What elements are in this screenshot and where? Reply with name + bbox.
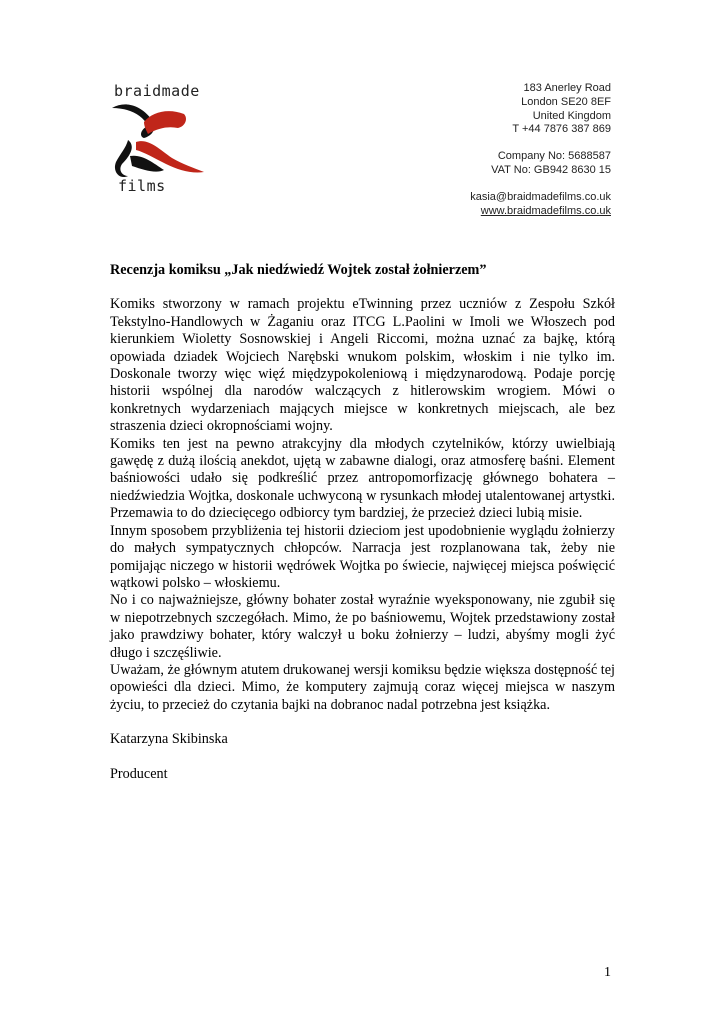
address-line: London SE20 8EF [521,95,611,108]
letter-title: Recenzja komiksu „Jak niedźwiedź Wojtek został żołnierzem” [110,262,487,278]
paragraph: Innym sposobem przybliżenia tej historii dzieciom jest upodobnienie wyglądu żołnierzy do małych sympatycznych chłopców. Narracja jest rozplanowana tak, żeby nie pomijając niczego w historii wędrówek Wojtka po świecie, najwięcej miejsca poświęcić wątkowi polsko – włoskiemu. [110,522,615,591]
page-number: 1 [604,965,611,980]
company-address-block [470,82,611,218]
paragraph: Uważam, że głównym atutem drukowanej wersji komiksu będzie większa dostępność tej opowieści dla dzieci. Mimo, że komputery zajmują coraz więcej miejsca w naszym życiu, to przecież do czytania bajki na dobranoc nadal potrzebna jest książka. [110,661,615,713]
paragraph: No i co najważniejsze, główny bohater został wyraźnie wyeksponowany, nie zgubił się w niepotrzebnych szczegółach. Mimo, że po baśniowemu, Wojtek przedstawiony został jako prawdziwy bohater, który walczył u boku żołnierzy – ludzi, abyśmy mogli żyć długo i szczęśliwie. [110,592,615,661]
company-number: Company No: 5688587 [497,150,611,163]
vat-number: VAT No: GB942 8630 15 [491,163,611,176]
address-line: 183 Anerley Road [523,82,611,94]
signature-name: Katarzyna Skibinska [110,731,228,748]
paragraph: Komiks ten jest na pewno atrakcyjny dla młodych czytelników, którzy uwielbiają gawędę z dużą ilością anekdot, ujętą w zabawne dialogi, oraz atmosferę baśni. Element baśniowości udało się podkreślić przez antropomorfizację głównego bohatera – niedźwiedzia Wojtka, doskonale uchwyconą w rysunkach młodej utalentowanej artystki. Przemawia to do dziecięcego odbiorcy tym bardziej, że przecież dzieci lubią misie. [110,435,615,522]
email-address: kasia@braidmadefilms.co.uk [470,190,611,203]
signature-role: Producent [110,765,168,782]
logo-bottom-word: films [118,177,166,195]
website-link[interactable]: www.braidmadefilms.co.uk [480,204,611,217]
paragraph: Komiks stworzony w ramach projektu eTwinning przez uczniów z Zespołu Szkół Tekstylno-Handlowych w Żaganiu oraz ITCG L.Paolini w Imoli we Włoszech pod kierunkiem Wioletty Sosnowskiej i Angeli Riccomi, można uznać za bajkę, którą opowiada dziadek Wojciech Narębski wnukom polskim, włoskim i nie tylko im. Doskonale tworzy więc więź międzypokoleniową i międzynarodową. Podaje porcję historii wspólnej dla narodów walczących z hitlerowskim wrogiem. Mówi o konkretnych wydarzeniach mających miejsce w konkretnych miejscach, ale bez straszenia dzieci okropnościami wojny. [110,296,615,435]
phone-number: T +44 7876 387 869 [512,123,611,136]
address-line: United Kingdom [532,109,611,122]
logo-top-word: braidmade [114,82,200,100]
letter-body [110,262,615,783]
braidmade-logo-icon [108,98,208,180]
